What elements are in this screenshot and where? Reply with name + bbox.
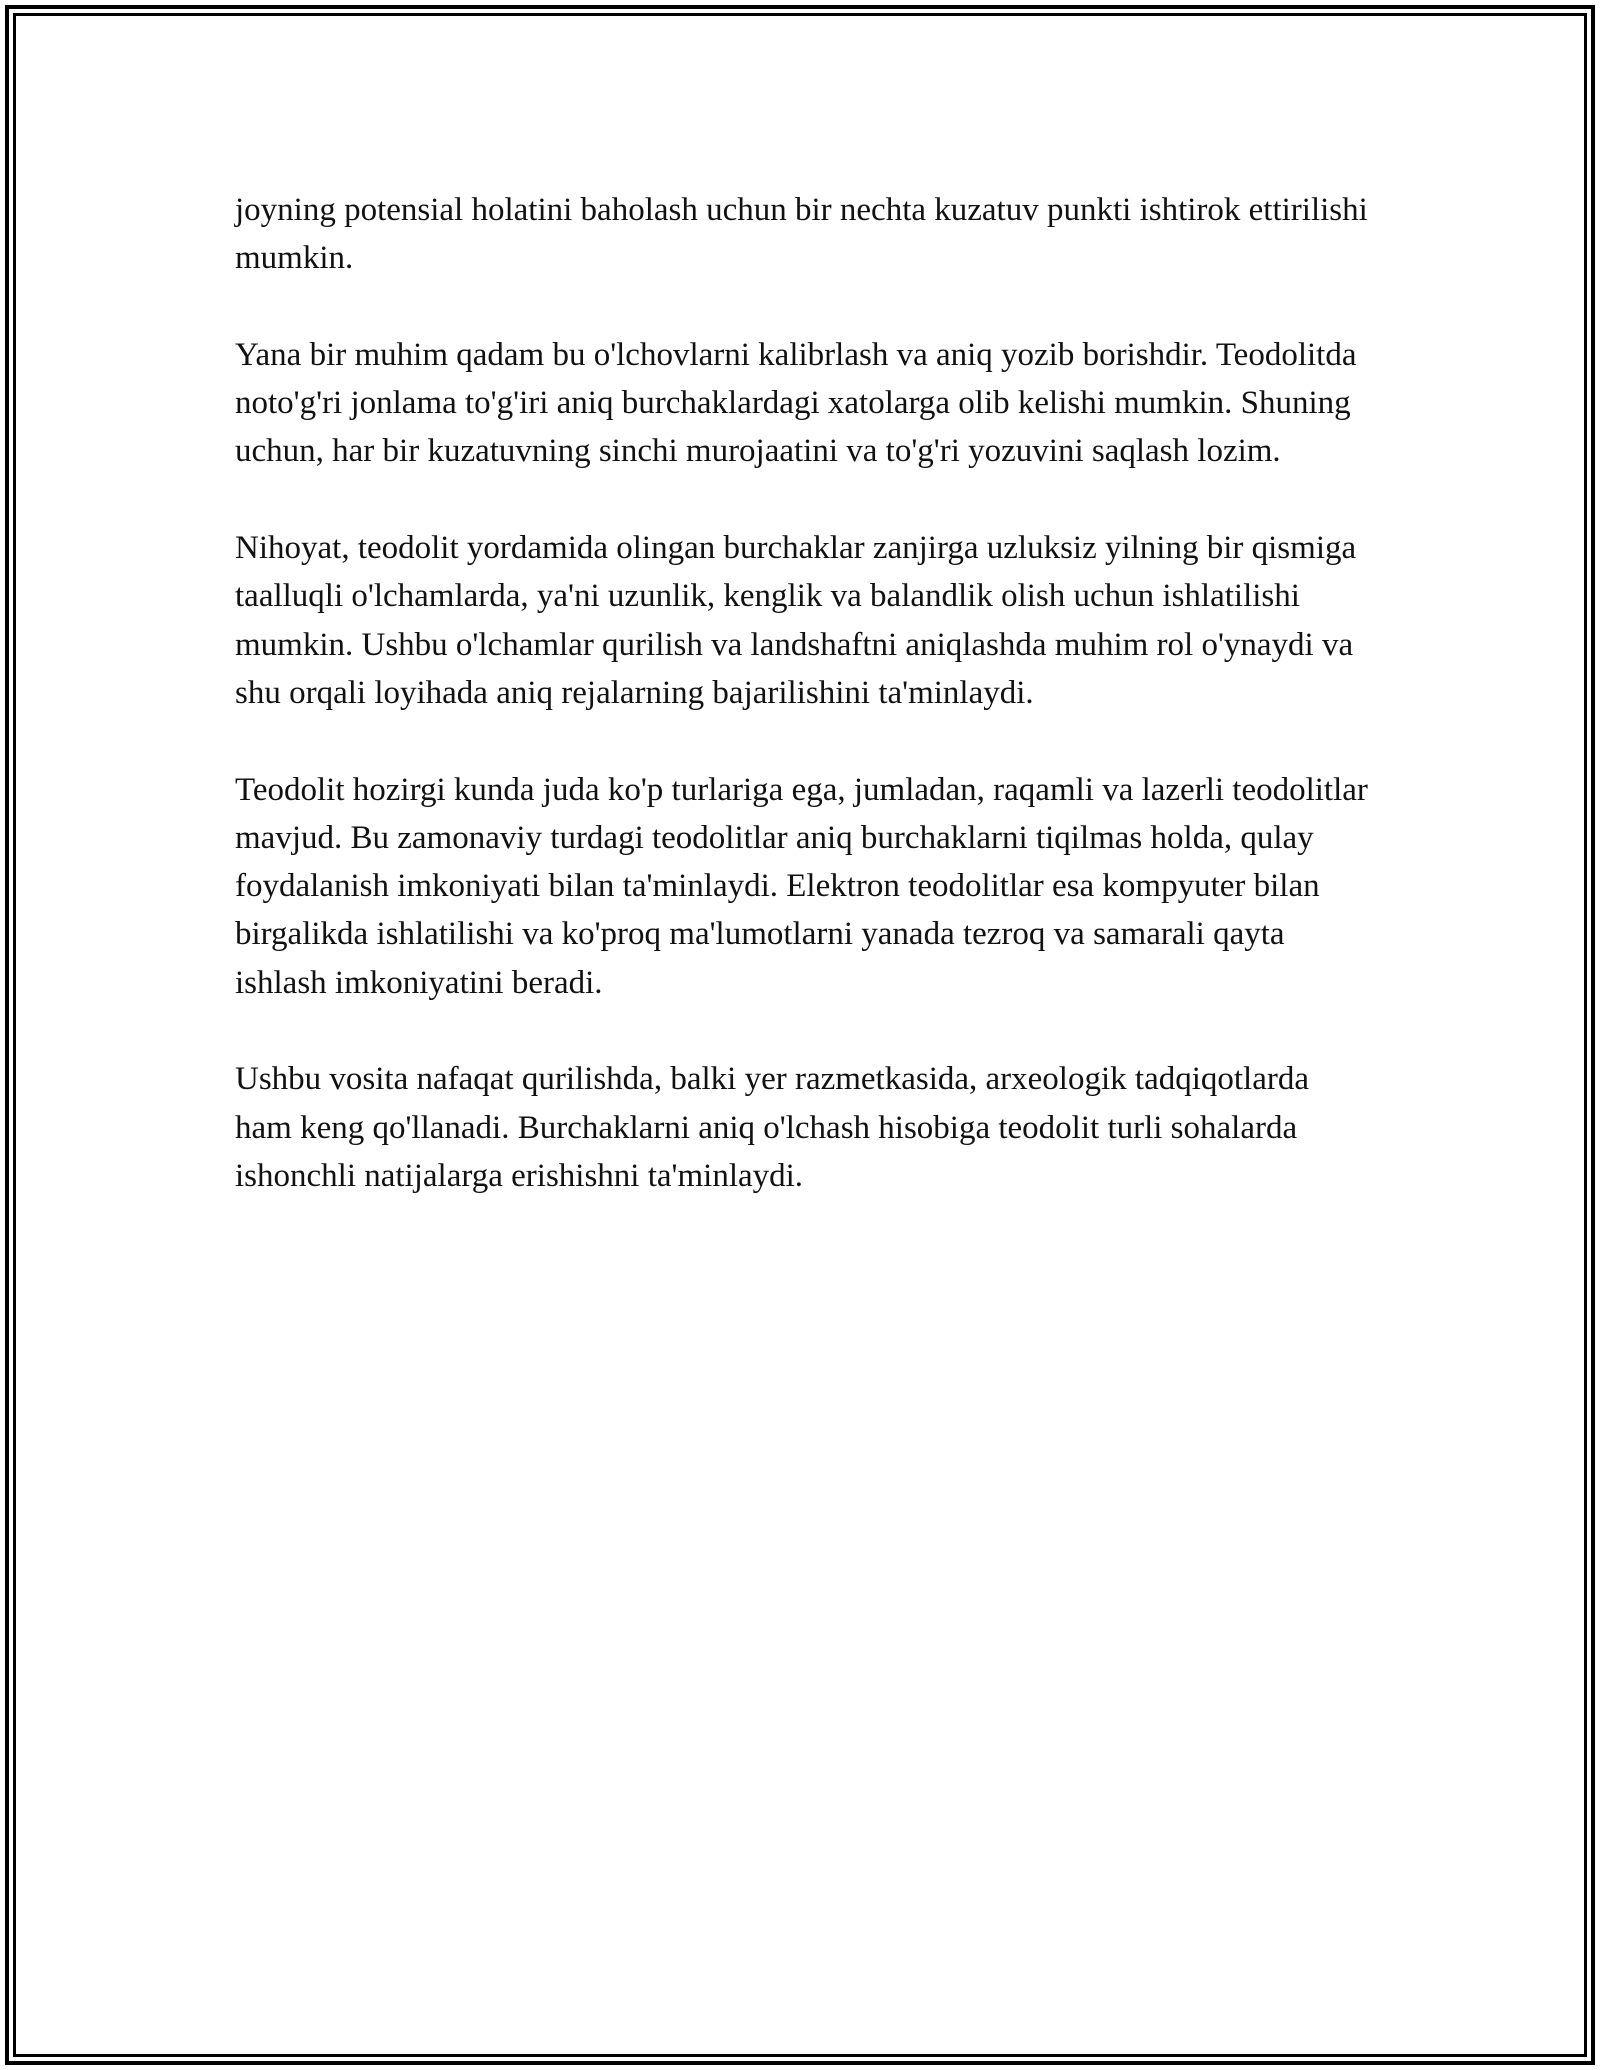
- paragraph: joyning potensial holatini baholash uchun bir nechta kuzatuv punkti ishtirok ettirilishi mumkin.: [235, 192, 1368, 277]
- paragraph: Ushbu vosita nafaqat qurilishda, balki yer razmetkasida, arxeologik tadqiqotlarda ham keng qo'llanadi. Burchaklarni aniq o'lchash hisobiga teodolit turli sohalarda ishonchli natijalarga erishishni ta'minlaydi.: [235, 1061, 1309, 1194]
- document-body: [235, 186, 1370, 1200]
- paragraph: Nihoyat, teodolit yordamida olingan burchaklar zanjirga uzluksiz yilning bir qismiga taalluqli o'lchamlarda, ya'ni uzunlik, kenglik va balandlik olish uchun ishlatilishi mumkin. Ushbu o'lchamlar qurilish va landshaftni aniqlashda muhim rol o'ynaydi va shu orqali loyihada aniq rejalarning bajarilishini ta'minlaydi.: [235, 530, 1357, 711]
- paragraph: Yana bir muhim qadam bu o'lchovlarni kalibrlash va aniq yozib borishdir. Teodolitda noto'g'ri jonlama to'g'iri aniq burchaklardagi xatolarga olib kelishi mumkin. Shuning uchun, har bir kuzatuvning sinchi murojaatini va to'g'ri yozuvini saqlash lozim.: [235, 336, 1357, 470]
- paragraph: Teodolit hozirgi kunda juda ko'p turlariga ega, jumladan, raqamli va lazerli teodolitlar mavjud. Bu zamonaviy turdagi teodolitlar aniq burchaklarni tiqilmas holda, qulay foydalanish imkoniyati bilan ta'minlaydi. Elektron teodolitlar esa kompyuter bilan birgalikda ishlatilishi va ko'proq ma'lumotlarni yanada tezroq va samarali qayta ishlash imkoniyatini beradi.: [235, 771, 1368, 1001]
